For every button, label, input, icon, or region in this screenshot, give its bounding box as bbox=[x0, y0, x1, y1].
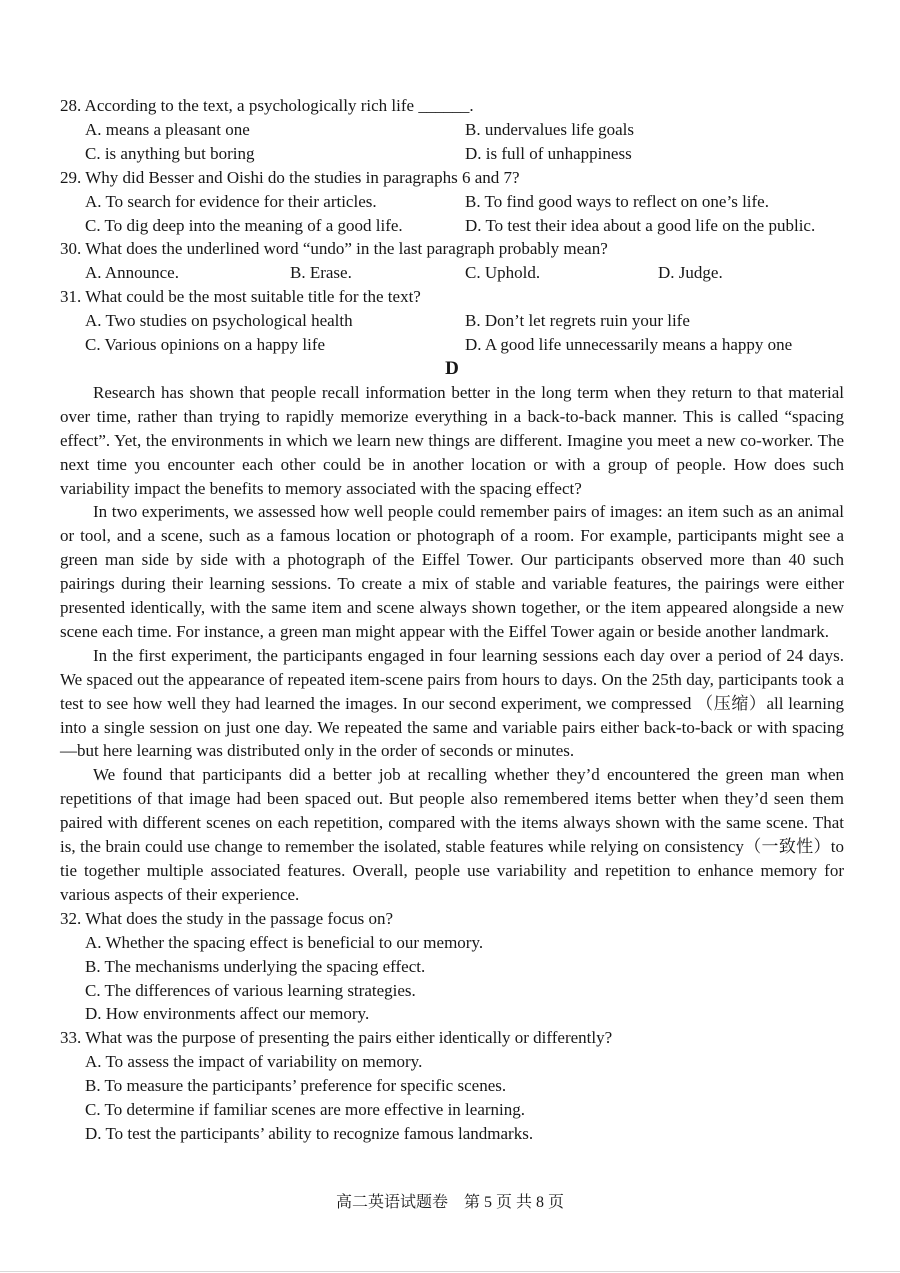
option-28-c: C. is anything but boring bbox=[85, 143, 255, 163]
question-30-options bbox=[85, 261, 844, 285]
option-30-c: C. Uphold. bbox=[465, 263, 541, 283]
question-28-options bbox=[85, 118, 844, 166]
option-32-d: D. How environments affect our memory. bbox=[85, 1004, 370, 1024]
question-33-stem: 33. What was the purpose of presenting the pairs either identically or differently? bbox=[60, 1028, 613, 1048]
question-28-stem: 28. According to the text, a psychologically rich life ______. bbox=[60, 96, 474, 115]
question-29-stem: 29. Why did Besser and Oishi do the studies in paragraphs 6 and 7? bbox=[60, 167, 520, 187]
option-31-a: A. Two studies on psychological health bbox=[85, 311, 353, 331]
passage-section-heading: D bbox=[445, 357, 459, 379]
option-28-a: A. means a pleasant one bbox=[85, 119, 250, 139]
question-31 bbox=[60, 285, 844, 357]
option-33-a: A. To assess the impact of variability on memory. bbox=[85, 1052, 423, 1072]
option-30-d: D. Judge. bbox=[658, 263, 723, 283]
option-32-a: A. Whether the spacing effect is beneficial to our memory. bbox=[85, 932, 484, 952]
option-33-c: C. To determine if familiar scenes are more effective in learning. bbox=[85, 1100, 525, 1120]
passage-paragraph-1: Research has shown that people recall information better in the long term when they return to that material over time, rather than trying to rapidly memorize everything in a back-to-back manner. This is called “spacing effect”. Yet, the environments in which we learn new things are different. Imagine you meet a new co-worker. The next time you encounter each other could be in another location or with a group of people. How does such variability impact the benefits to memory associated with the spacing effect? bbox=[60, 382, 844, 498]
question-33-options bbox=[60, 1050, 844, 1146]
option-29-d: D. To test their idea about a good life on the public. bbox=[465, 215, 816, 235]
option-33-d: D. To test the participants’ ability to recognize famous landmarks. bbox=[85, 1123, 534, 1143]
option-31-b: B. Don’t let regrets ruin your life bbox=[465, 311, 690, 331]
passage-paragraph-2: In two experiments, we assessed how well people could remember pairs of images: an item such as an animal or tool, and a scene, such as a famous location or photograph of a room. For example, participants might see a green man side by side with a photograph of the Eiffel Tower. Our participants observed more than 40 such pairings during their learning sessions. To create a mix of stable and variable features, the pairings were either presented identically, with the same item and scene always shown together, or the item appeared alongside a new scene each time. For instance, a green man might appear with the Eiffel Tower again or beside another landmark. bbox=[60, 502, 844, 641]
question-33 bbox=[60, 1026, 844, 1146]
question-32 bbox=[60, 907, 844, 1027]
option-30-a: A. Announce. bbox=[85, 263, 179, 283]
question-29 bbox=[60, 166, 844, 238]
question-32-options bbox=[60, 931, 844, 1027]
passage-paragraph-3: In the first experiment, the participants engaged in four learning sessions each day over a period of 24 days. We spaced out the appearance of repeated item-scene pairs from hours to days. On the 25th day, participants took a test to see how well they had learned the images. In our second experiment, we compressed （压缩）all learning into a single session on just one day. We repeated the same and variable pairs either back-to-back or with spacing —but here learning was distributed only in the order of seconds or minutes. bbox=[60, 645, 844, 761]
question-28 bbox=[60, 94, 844, 166]
option-31-c: C. Various opinions on a happy life bbox=[85, 335, 326, 355]
option-28-d: D. is full of unhappiness bbox=[465, 143, 632, 163]
option-32-c: C. The differences of various learning strategies. bbox=[85, 980, 416, 1000]
option-29-c: C. To dig deep into the meaning of a good life. bbox=[85, 215, 403, 235]
question-30-stem: 30. What does the underlined word “undo” in the last paragraph probably mean? bbox=[60, 239, 608, 259]
passage-paragraph-4: We found that participants did a better job at recalling whether they’d encountered the green man when repetitions of that image had been spaced out. But people also remembered items better when they’d seen them paired with different scenes on each repetition, compared with the items always shown with the same scene. That is, the brain could use change to remember the isolated, stable features while relying on consistency（一致性）to tie together multiple associated features. Overall, people use variability and repetition to enhance memory for various aspects of their experience. bbox=[60, 765, 844, 904]
page-footer: 高二英语试题卷 第 5 页 共 8 页 bbox=[335, 1194, 564, 1211]
question-31-stem: 31. What could be the most suitable title for the text? bbox=[60, 287, 421, 307]
page-content bbox=[60, 94, 844, 1146]
option-32-b: B. The mechanisms underlying the spacing effect. bbox=[85, 956, 426, 976]
question-31-options bbox=[85, 309, 844, 357]
option-31-d: D. A good life unnecessarily means a happy one bbox=[465, 335, 793, 355]
question-32-stem: 32. What does the study in the passage focus on? bbox=[60, 908, 394, 928]
option-29-a: A. To search for evidence for their articles. bbox=[85, 191, 377, 211]
question-29-options bbox=[85, 190, 844, 238]
option-29-b: B. To find good ways to reflect on one’s life. bbox=[465, 191, 769, 211]
bottom-scan-edge bbox=[0, 1271, 900, 1272]
option-28-b: B. undervalues life goals bbox=[465, 119, 635, 139]
question-30 bbox=[60, 237, 844, 285]
option-33-b: B. To measure the participants’ preference for specific scenes. bbox=[85, 1076, 507, 1096]
option-30-b: B. Erase. bbox=[290, 263, 352, 283]
